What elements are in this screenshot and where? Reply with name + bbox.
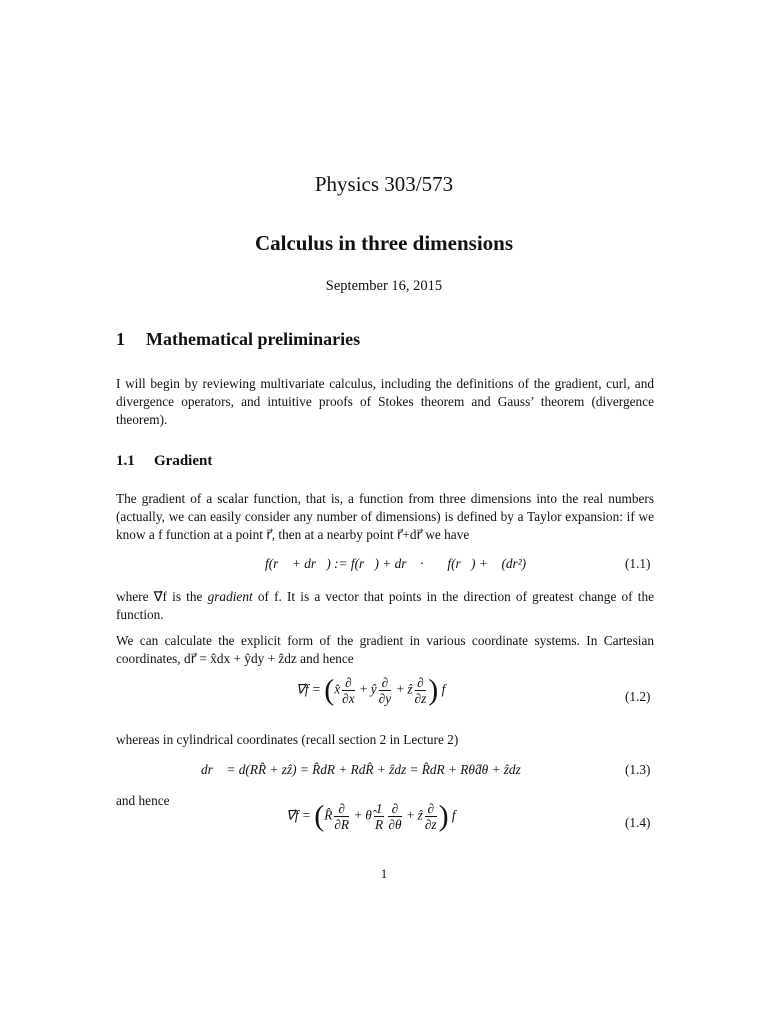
equation-1-2: ∇⃗f = (x̂ $\frac{\partial}{\partial x}$ + ŷ $\frac{\partial}{\partial y}$ + ẑ $\frac{\partial}{\partial z}$ ) f (296, 673, 446, 707)
equation-number: (1.2) (625, 689, 651, 704)
equation-number: (1.3) (625, 762, 651, 777)
page-number: 1 (380, 866, 388, 881)
and-hence-text: and hence (116, 793, 170, 808)
intro-paragraph: I will begin by reviewing multivariate calculus, including the definitions of the gradient, curl, and divergence operators, and intuitive proofs of Stokes theorem and Gauss’ theorem (divergence theorem). (116, 376, 654, 427)
document-title: Calculus in three dimensions (254, 231, 514, 255)
subsection-heading (116, 453, 212, 470)
section-title: Mathematical preliminaries (146, 329, 361, 349)
subsection-number: 1.1 (116, 453, 135, 469)
subsection-title: Gradient (154, 453, 213, 469)
cartesian-paragraph: We can calculate the explicit form of the gradient in various coordinate systems. In Cartesian coordinates, dr⃗ = x̂dx + ŷdy + ẑdz and hence (116, 633, 654, 666)
emphasis-term: gradient (207, 589, 253, 604)
paragraph-text: where ∇⃗f is the (116, 589, 208, 604)
course-title: Physics 303/573 (314, 172, 454, 196)
equation-1-1: f(r⃗ + dr⃗) := f(r⃗) + dr⃗ · ∇⃗f(r⃗) + 𝒪(dr²) (265, 556, 527, 571)
document-date: September 16, 2015 (325, 278, 443, 294)
equation-number: (1.4) (625, 815, 651, 830)
gradient-paragraph: The gradient of a scalar function, that is, a function from three dimensions into the real numbers (actually, we can easily consider any number of dimensions) is defined by a Taylor expansion: if we know a f function at a point r⃗, then at a nearby point r⃗+dr⃗ we have (116, 491, 654, 542)
section-number: 1 (116, 329, 125, 349)
equation-1-3: dr⃗ = d(RR̂ + zẑ) = R̂dR + RdR̂ + ẑdz = R̂dR + Rθ̂dθ + ẑdz (201, 762, 521, 777)
section-heading (116, 329, 360, 350)
equation-number: (1.1) (625, 556, 651, 571)
gradient-definition-paragraph (116, 588, 654, 624)
paragraph-text: of f. It is a vector that points in the direction of greatest change of the function. (116, 589, 655, 622)
cylindrical-paragraph: whereas in cylindrical coordinates (recall section 2 in Lecture 2) (116, 732, 459, 747)
equation-1-4: ∇⃗f = (R̂ $\frac{\partial}{\partial R}$ + θ̂ $\frac{1}{R}$ $\frac{\partial}{\partial\theta}$ + ẑ $\frac{\partial}{\partial z}$ ) f (286, 799, 456, 833)
